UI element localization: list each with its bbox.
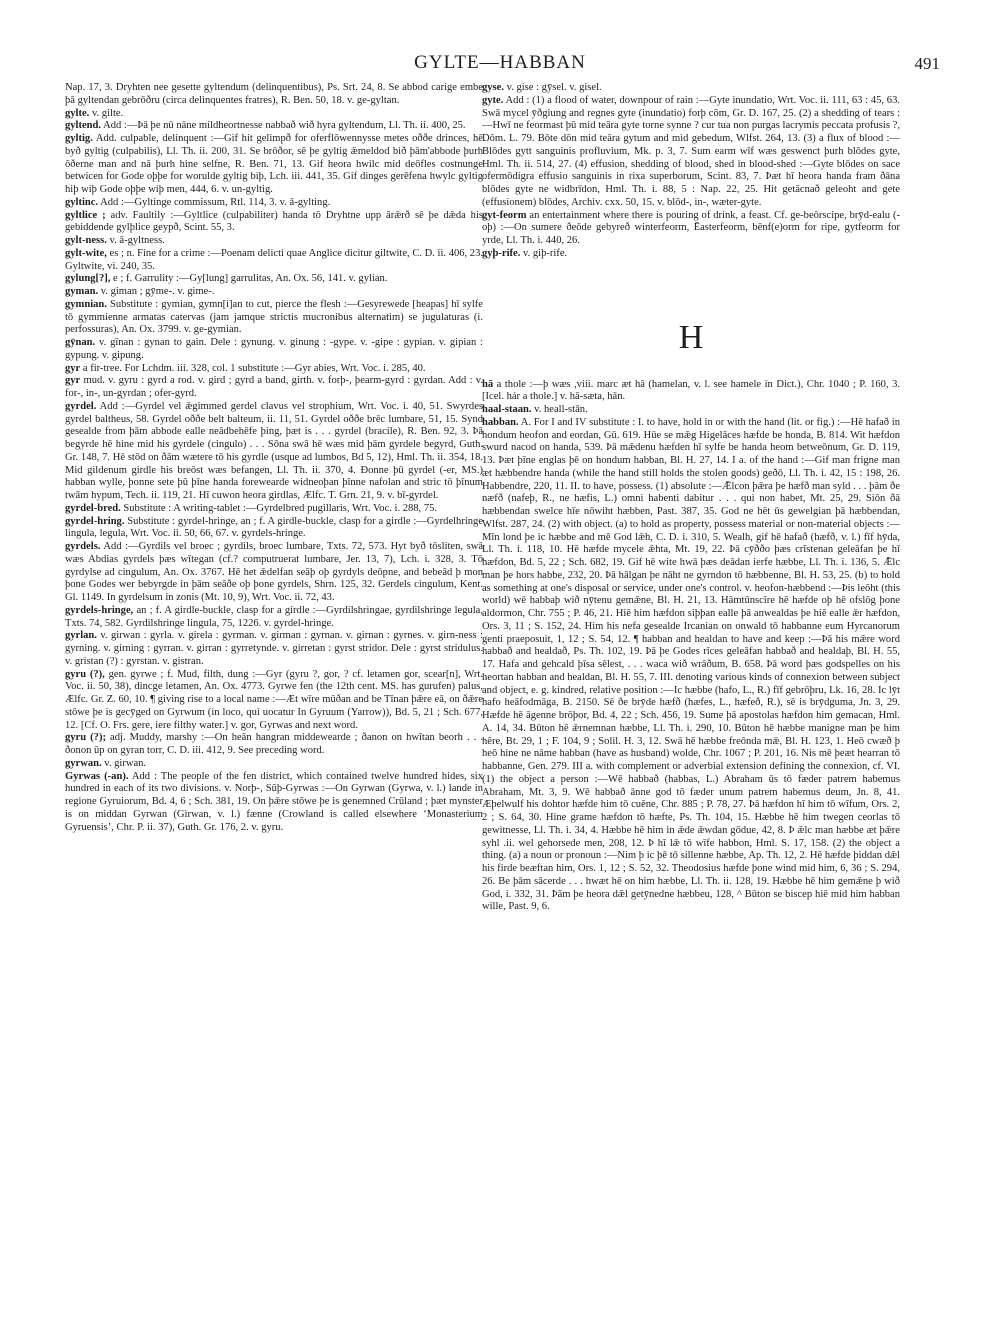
entry-headword: gyru (?); <box>65 732 106 744</box>
entry-text: A. For I and IV substitute : I. to have, hold in or with the hand (lit. or fig.) :—Hē hafað in hondum heofon and eordan, Gū. 619. Hūe se mǣg Higelāces hæfde be honda, B. 814. Wit hæfdon swurd nacod on handa, 539. Þā mǣdenu hæfden hī sylfe be handa heom betweōnum, Gr. D. 119, 13. Þæt þīne englas þē on hondum habban, Bl. H. 27, 14. I a. of the hand :—Gif man frigne man æt hæbbendre handa (while the hand still holds the stolen goods) geðō, Ll. Th. i. 42, 15 : 198, 26. Habbendre, 220, 11. II. to have, possess. (1) absolute :—Ǣlcon þǣra þe hæfð man syld . . . þām ðe næfð (nafeþ, R., ne hæfis, L.) omni habenti dabitur . . . qui non habet, Mt. 25, 29. Siōn ðā hæbbendan swelce hīe nōwiht hæbben, Past. 387, 35. God ne hēt ūs gewelgian þā hæbbendan, Wlfst. 287, 24. (2) with object. (a) to hold as property, possess material or non-material objects :—Mīn lond þe ic hæbbe and mē God lǣh, C. D. i. 310, 5. Wealh, gif hē hafað (hæfð, v. l.) fīf hȳda, Ll. Th. i. 118, 10. Hē hæfde mycele ǣhta, Mt. 19, 22. Þā cȳððo þæs crīstenan geleāfan þe hī hæfdon, Bd. 5, 22 ; Sch. 682, 19. Gif hē wite hwā þæs deādan ierfe hæbbe, Ll. Th. i. 136, 5. Ǣlc man þe hors habbe, 232, 20. Þā hālgan þe nāht ne gyrndon tō hæbbenne, Bl. H. 53, 25. (b) to hold as something at one's disposal or service, under one's control. v. heofon-hæbbend :—Þis leōht (this world) wē habbaþ wið nȳtenu gemǣne, Bl. H. 21, 13. Hāmtūnscīre hē hæfde oþ hē ofslōg þone aldormon, Chr. 755 ; P. 46, 21. Hiē him hæfdon siþþan ealle þā anwealdas þe hiē ealle ǣr hæfdon, Ors. 3, 11 ; S. 152, 24. Him his nefa gesealde Ircanian on onwald tō habbanne eum Hyrcanorum genti praeposuit, 1, 12 ; S. 54, 12. ¶ habban and healdan to have and keep :—Þā his mǣre word habbað and healdað, Ps. Th. 102, 19. Þā þe Godes rīces geleāfan habbað and healdaþ, Bl. H. 55, 17. Hafa and gehcald þīsa sēlest, . . . waca wið wrāðum, B. 658. Þā word þæs godspelles on his heortan habban and healdan, Bl. H. 55, 7. III. denoting various kinds of connexion between subject and object, e. g. kindred, relative position :—Ic hæbbe (hafo, L., R.) fīf gebrōþru, Lk. 16, 28. Ic lȳt hafo heāfodmāga, B. 2150. Sē ðe brȳde hæfð (hæfes, L., hæfeð, R.), sē is brȳdguma, Jn. 3, 29. Hæfde hē āgenne brōþor, Bd. 4, 22 ; Sch. 456, 19. Sume þā apostolas hæfdon him gemacan, Hml. A. 14, 34. Būton hē ǣrnemnan hæbbe, Ll. Th. i. 290, 10. Būton hē hæbbe manigne man þe him hēre, Bt. 29, 1 ; F. 104, 9 ; Solil. H. 3, 12. Swā hē hæbbe freōnda mǣ, Bl. H. 123, 1. Heō cwæð þ heō hine ne nāme habban (have as husband) wolde, Chr. 1067 ; P. 201, 16. Nis mē þeæt hearran tō habbanne, Gen. 279. III a. with complement or adverbial extension defining the connexion, cf. VI. (1) the object a person :—Wē habbað (habbas, L.) Abraham ūs tō fæder patrem habemus Abraham, Mt. 3, 9. Wē habbað ānne god tō fæder unum patrem habemus deum, Jn. 8, 41. Æþelwulf his dohtor hæfde him tō cuēne, Chr. 885 ; P. 78, 27. Þā hæfdon hī him tō wīfum, Ors. 2, 2 ; S. 64, 30. Hine grame hæfdon tō hæfte, Ps. Th. 104, 15. Hæbbe hē him twegen ceorlas tō gewitnesse, Ll. Th. i. 34, 4. Hæbbe hē him in ǣde ǣwdan gōdue, 42, 8. Þ ǣlc man hæbbe æt þǣre syhl .ii. wel gehorsede men, 208, 12. Þ hī lǣ tō wīfe habbon, Hml. S. 17, 158. (2) the object a thing. (a) a noun or pronoun :—Nim þ ic þē tō sillenne hæbbe, Ap. Th. 12, 2. Hē hæfde þiddan dǣl his firde beæftan him, Ors. 1, 12 ; S. 52, 32. Theodosius hæfde þone wind mid him, 6, 36 ; S. 294, 26. Be þām sācerde . . . hwæt hē on him hæbbe, Ll. Th. ii. 128, 19. Hæbbe hē him gemǣne þ wið God, i. 332, 31. Þām þe heora dǣl getȳnedne hæbbeu, 128, ^ Būton se biscep hiē mid him habban wille, Past. 9, 6. <box>482 416 900 913</box>
entry-text: Add : The people of the fen district, which contained twelve hundred hides, six hundred in each of its two divisions. v. Norþ-, Sūþ-Gyrwas :—On Gyrwan (Gyrwa, v. l.) lande in regione Gyruiorum, Bd. 4, 6 ; Sch. 381, 19. On þǣre stōwe þe is genemned Crūland ; þæt mynster is on middan Gyrwan (Girwan, v. l.) fænne (Crowland is called elsewhere ‘Monasterium Gyruensis’, Chr. P. ii. 37), Guth. Gr. 176, 2. v. gyru. <box>65 770 483 833</box>
dictionary-entry <box>65 375 483 401</box>
dictionary-entry <box>65 541 483 605</box>
dictionary-entry <box>65 248 483 274</box>
entry-text: Add :—Gyrdel vel ǣgimmed gerdel clavus vel strophium, Wrt. Voc. i. 40, 51. Swyrdes gyrdel baltheus, 58. Gyrdel oððe belt balteum, ii. 11, 51. Gyrdel oððe brēc lumbare, 51, 15. Synd gesealde from þām abbode ealle neādbehēfe þing, þæt is . . . gyrdel (bracile), R. Ben. 92, 3. Þā begyrde hē hine mid his gyrdele (cingulo) . . . Sōna swā hē wæs mid þām gyrdele begyrd, Guth. Gr. 148, 7. Hē stōd on ðām wætere tō his gyrdle (usque ad lumbos, Bd 5, 12), Hml. Th. ii. 354, 18. Mid gildenum girdle his breōst wæs befangen, Ll. Th. ii. 370, 4. Ðonne þū gyrdel (-er, MS.) habban wylle, þonne sete þū þīne handa forewearde widneoþan þīnne nafolan and stric tō þīnum twām hypum, Tech. ii. 119, 21. Hī cuwon heora girdlas, Ælfc. T. Grn. 21, 9. v. bī-gyrdel. <box>65 400 483 501</box>
dictionary-entry <box>65 669 483 733</box>
entry-text: v. gīnan : gynan to gain. Dele : gynung. v. ginung : -gype. v. -gipe : gypian. v. gipian : gypung. v. gipung. <box>65 337 483 361</box>
entry-text: Add :—Gyrdils vel broec ; gyrdils, broec lumbare, Txts. 72, 573. Hyt byð tōsliten, swā wæs Abdias gyrdels þæs wītegan (cf.? computruerat lumbare, Jer. 13, 7), Lch. i. 328, 3. Tō gyrdylse ad cingulum, An. Ox. 3767. Hē het ǣdelfan seāþ oþ gyrdyls deōpne, and bebeād þ mon þone Godes wer bebyrgde in þām seāðe oþ þone gyrdels, Shrn. 125, 32. Gerdels cingulum, Kent. Gl. 1149. In gyrdelsum in zonis (Mt. 10, 9), Wrt. Voc. ii. 72, 43. <box>65 541 483 603</box>
entry-headword: gylte. <box>65 107 90 119</box>
dictionary-entry <box>65 630 483 668</box>
entry-text: es ; n. Fine for a crime :—Poenam delicti quae Anglice dicitur giltwite, C. D. ii. 406, 23. Gyltwite, vi. 240, 35. <box>65 247 483 272</box>
entry-headword: habban. <box>482 416 519 428</box>
entry-text: an entertainment where there is pouring of drink, a feast. Cf. ge-beōrscipe, brȳd-ealu (-oþ) :—On sumere ðeōde gebyreð winterfeorm, Ēasterfeorm, bēnf(e)orm for ripe, gytfeorm for yrde, Ll. Th. i. 440, 26. <box>482 209 900 246</box>
entry-headword: gylt-ness. <box>65 235 107 246</box>
entry-headword: gyr <box>65 375 81 387</box>
dictionary-entry <box>65 133 483 197</box>
right-column-g-entries <box>482 82 900 261</box>
dictionary-entry <box>482 95 900 210</box>
entry-headword: gyman. <box>65 286 99 297</box>
entry-headword: gyr <box>65 362 81 374</box>
entry-text: Add. culpable, delinquent :—Gif hit gelimpð for oferflōwennysse metes oððe drinces, hē byð gyltig (culpabilis), Ll. Th. ii. 200, 31. Se brōðor, sē þe gyltig ǣmeldod bið þām'abbode þurh ōðerne man and nā þurh hine selfne, R. Ben. 71, 13. Gif heora hwilc mid deōfles costnunge betwicen for Gode oþþe for worulde gyltig biþ, Lch. iii. 441, 35. Gif dinges gerēfena hwylc gyltig hiþ wiþ Gode oþþe wiþ men, 444, 6. v. un-gyltig. <box>65 133 483 195</box>
entry-headword: hā <box>482 378 494 390</box>
entry-headword: gyltig. <box>65 133 93 144</box>
entry-text: v. ā-gyltness. <box>106 235 165 246</box>
entry-text: v. heall-stān. <box>531 404 588 415</box>
dictionary-entry <box>482 417 900 914</box>
dictionary-entry <box>65 197 483 210</box>
dictionary-entry <box>65 771 483 835</box>
entry-headword: gylung[?], <box>65 273 111 285</box>
dictionary-entry <box>65 235 483 248</box>
dictionary-entry <box>65 273 483 286</box>
entry-headword: gyrwan. <box>65 757 102 769</box>
entry-text: an ; f. A girdle-buckle, clasp for a girdle :—Gyrdilshringae, gyrdilshringe legula, Txts. 74, 582. Gyrdilshringe lingula, 75, 1226. v. gyrdel-hringe. <box>65 604 483 629</box>
entry-headword: gyrdel-bred. <box>65 502 121 514</box>
entry-text: adj. Muddy, marshy :—On heān hangran middewearde ; ðanon on hwītan beorh . . . ðonon ūp on gyran torr, C. D. iii. 412, 9. See preceding word. <box>65 732 483 756</box>
entry-headword: gyrdel-hring. <box>65 515 125 527</box>
entry-text: Add :—Þā þe nū nāne mildheortnesse nabbað wið hyra gyltendum, Ll. Th. ii. 400, 25. <box>101 120 466 132</box>
dictionary-entry <box>482 248 900 261</box>
entry-text: adv. Faultily :—Gyltlice (culpabiliter) handa tō Dryhtne upp ārǣrð sē þe dǣda his gebiddende gylþlice geypð, Scint. 55, 3. <box>65 209 483 234</box>
entry-headword: gyltlice ; <box>65 209 106 221</box>
dictionary-entry <box>65 108 483 121</box>
entry-text: v. gise : gȳsel. v. gisel. <box>503 82 602 93</box>
entry-headword: haal-staan. <box>482 404 532 415</box>
entry-headword: gyltinc. <box>65 196 99 208</box>
entry-headword: gyrlan. <box>65 630 97 642</box>
section-letter: H <box>678 318 704 356</box>
entry-text: Substitute : A writing-tablet :—Gyrdelbred pugillaris, Wrt. Voc. i. 288, 75. <box>120 502 438 514</box>
entry-headword: gyt-feorm <box>482 209 527 221</box>
dictionary-entry <box>482 210 900 248</box>
entry-text: gen. gyrwe ; f. Mud, filth, dung :—Gyr (gyru ?, gor, ? cf. letamen gor, scear[n], Wrt. Voc. ii. 50, 38), dincge letamen, An. Ox. 4773. Gyrwe fen (the 12th cent. MS. has gurufen) palus, Ælfc. Gr. Z. 60, 10. ¶ giving rise to a local name :—Æt wīre mūðan and be Tīnan þǣre eā, on ðǣre stōwe þe is gecȳged on Gyrwum (in loco, qui uocatur In Gyruum (Yarrow)), Bd. 5, 21 ; Sch. 677, 12. [Cf. O. Frs. gere, iere filthy water.] v. gor, Gyrwas and next word. <box>65 668 483 731</box>
entry-text: Substitute : gymian, gymn[i]an to cut, pierce the flesh :—Gesyrewede [heapas] hī sylfe tō gymmienne armatas catervas (jam jamque strictis mucronibus alternatim) se jugulaturas (i. perfossuras), An. Ox. 3799. v. ge-gymian. <box>65 298 483 336</box>
entry-headword: gyltend. <box>65 120 102 132</box>
entry-headword: gylt-wite, <box>65 247 107 259</box>
entry-text: Add : (1) a flood of water, downpour of rain :—Gyte inundatio, Wrt. Voc. ii. 111, 63 : 45, 63. Swā mycel ȳðgiung and regnes gyte (inundatio) forþ cōm, Gr. D. 167, 25. (2) a shedding of tears :—Hwī ne feormast þū mid teāra gyte torne synne ? cur tua non purgas lacrymis peccata profusis ?, Dōm. L. 79. Bōte dōn mid teāra gytum and mid gebedum, Wlfst. 264, 13. (3) a flux of blood :—Blōdes gytt sanguinis profluvium, Mk. p. 3, 7. Sum earm wīf wæs geswenct þurh blōdes gyte, Hml. Th. ii. 514, 27. (4) effusion, shedding of blood, shed in blood-shed :—Gyte blōdes on sace ofermōdigra effusio sanguinis in rixa superborum, Scint. 83, 7. Þæt hī heora handa fram ðāna blōdes gyte ne widbrīdon, Hml. Th. i. 88, 5 : Nap. 22, 25. Hit getācnað geleoht and gete (effusionem) blōdes, Archiv. cxx. 50, 15. v. blōd-, in-, wæter-gyte. <box>482 94 900 208</box>
entry-headword: gyrdels-hringe, <box>65 604 134 616</box>
entry-headword: gȳnan. <box>65 337 96 348</box>
entry-headword: Gyrwas (-an). <box>65 770 129 782</box>
entry-text: mud. v. gyru : gyrd a rod. v. gird ; gyrd a band, girth. v. forþ-, þearm-gyrd : gyrdan. Add : v. for-, in-, un-gyrdan ; ofer-gyrd. <box>65 375 483 399</box>
dictionary-entry <box>65 732 483 758</box>
dictionary-entry <box>65 503 483 516</box>
left-column <box>65 82 483 834</box>
dictionary-entry <box>65 516 483 542</box>
entry-text: v. girwan. <box>101 757 147 769</box>
entry-text: v. girwan : gyrla. v. girela : gyrman. v. girman : gyrnan. v. girnan : gyrnes. v. girn-ness : gyrning. v. girning : gyrran. v. girran : gyrretynde. v. girretan : gyrst stridor. Dele : gyrst stridulus. v. gristan (?) : gyrstan. v. gistran. <box>65 630 483 667</box>
entry-headword: gyru (?), <box>65 668 105 680</box>
right-column-h-entries <box>482 379 900 915</box>
entry-text: v. giþ-rife. <box>520 247 568 259</box>
dictionary-entry <box>65 337 483 363</box>
entry-text: a thole :—þ wæs ,viii. marc æt hā (hamelan, v. l. see hamele in Dict.), Chr. 1040 ; P. 160, 3. [Icel. hár a thole.] v. hā-sæta, hān. <box>482 378 900 403</box>
right-column <box>482 82 900 914</box>
dictionary-entry <box>65 363 483 376</box>
dictionary-entry <box>65 82 483 108</box>
dictionary-entry <box>65 120 483 133</box>
entry-text: e ; f. Garrulity :—Gy[lung] garrulitas, An. Ox. 56, 141. v. gylian. <box>110 273 388 285</box>
dictionary-entry <box>65 299 483 337</box>
entry-headword: gyse. <box>482 82 504 93</box>
page-number: 491 <box>914 54 940 73</box>
running-head: GYLTE—HABBAN <box>414 52 586 73</box>
entry-text: Nap. 17, 3. Dryhten nee gesette gyltendum (delinquentibus), Ps. Srt. 24, 8. Se abbod carige embe þā gyltendan gebrōðru (circa delinquentes fratres), R. Ben. 50, 18. v. ge-gyltan. <box>65 82 483 106</box>
dictionary-entry <box>65 401 483 503</box>
entry-headword: gyrdel. <box>65 400 97 412</box>
dictionary-entry <box>65 286 483 299</box>
dictionary-entry <box>482 404 900 417</box>
entry-headword: gyte. <box>482 94 504 106</box>
entry-text: a fir-tree. For Lchdm. iii. 328, col. 1 substitute :—Gyr abies, Wrt. Voc. i. 285, 40. <box>80 362 426 374</box>
dictionary-entry <box>482 82 900 95</box>
entry-text: Add :—Gyltinge commissum, Rtl. 114, 3. v. ā-gylting. <box>98 196 331 208</box>
entry-text: v. gilte. <box>89 107 124 119</box>
dictionary-entry <box>65 605 483 631</box>
dictionary-entry <box>65 210 483 236</box>
entry-text: Substitute : gyrdel-hringe, an ; f. A girdle-buckle, clasp for a girdle :—Gyrdelhringe lingula, legula, Wrt. Voc. ii. 50, 66, 67. v. gyrdels-hringe. <box>65 515 483 540</box>
dictionary-entry <box>65 758 483 771</box>
dictionary-entry <box>482 379 900 405</box>
entry-headword: gyrdels. <box>65 541 101 552</box>
entry-headword: gymnian. <box>65 298 107 310</box>
entry-headword: gyþ-rife. <box>482 247 521 259</box>
entry-text: v. giman ; gȳme-. v. gime-. <box>98 286 215 297</box>
